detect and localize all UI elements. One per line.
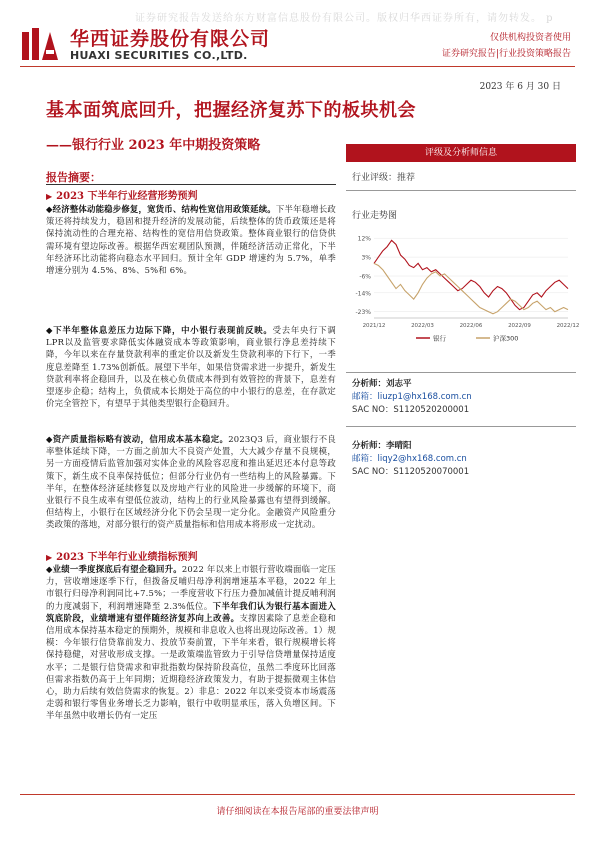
section-heading-1 [46,187,197,202]
report-title: 基本面筑底回升，把握经济复苏下的板块机会 [46,100,416,121]
report-type: 证券研究报告|行业投资策略报告 [441,49,571,59]
paragraph-margin [46,324,336,409]
analyst-sac: SAC NO：S1120520070001 [352,467,470,477]
audience-note: 仅供机构投资者使用 [489,33,571,43]
paragraph-lead: ◆经济整体动能稳步修复，宽货币、结构性宽信用政策延续。 [46,204,276,214]
industry-trend-chart [346,226,580,366]
summary-heading: 报告摘要： [46,171,101,184]
section-heading-text: 2023 下半年行业业绩指标预判 [56,552,198,563]
paragraph-body: 下半年稳增长政策还将持续发力，稳固和提升经济的发展动能，后续整体的货币政策还是将保持流动性的合理充裕、结构性的宽信用信贷政策。整体商业银行的信贷供需环境有望边际改善。根据华西宏观团队预测，伴随经济活动正常化，下半年经济环比动能将向稳态水平回归。预计全年 GDP 增速约为 5.7%，单季增速分别为 4.5%、8%、5%和 6%。 [46,204,336,276]
analyst-block-2 [352,440,469,479]
y-tick-label: 3% [361,254,371,262]
huaxi-logo-icon [20,26,62,62]
paragraph-body: 2022 年以来上市银行营收端面临一定压力，营收增速逐季下行，但拨备反哺归母净利润增速基本平稳，2022 年上市银行归母净利润同比+7.5%；一季度营收下行压力叠加减值计提反哺利润的力度减弱下，利润增速降至 2.3%低位。 [46,564,337,611]
chart-title: 行业走势图 [352,211,398,221]
x-tick-label: 2021/12 [362,323,386,329]
y-tick-label: -23% [355,309,371,317]
y-tick-label: -14% [355,290,371,298]
analyst-name: 分析师：刘志平 [352,379,412,389]
industry-rating: 行业评级：推荐 [352,173,416,183]
paragraph-lead: ◆资产质量指标略有波动，信用成本基本稳定。 [46,434,229,444]
report-subtitle: ——银行行业 2023 年中期投资策略 [46,138,261,153]
sidebar-divider-3 [346,426,576,427]
analyst-sac: SAC NO：S1120520200001 [352,405,470,415]
report-date: 2023 年 6 月 30 日 [479,82,561,92]
paragraph-lead: ◆业绩一季度探底后有望企稳回升。 [46,564,182,574]
triangle-bullet-icon: ▶ [46,191,53,201]
y-tick-label: 12% [357,235,371,243]
sidebar-divider-2 [346,372,576,373]
paragraph-emphasis: 下半年我们认为银行基本面进入筑底阶段，业绩增速有望伴随经济复苏向上改善。 [46,600,336,623]
legend-label: 银行 [433,334,446,343]
paragraph-economy [46,203,336,276]
analyst-email[interactable]: 邮箱：liqy2@hx168.com.cn [352,454,467,464]
section-heading-2 [46,548,197,563]
legend-label: 沪深300 [493,334,519,343]
paragraph-asset-quality [46,433,336,531]
rating-box-header: 评级及分析师信息 [346,144,576,162]
company-name-en: HUAXI SECURITIES CO.,LTD. [70,49,248,62]
legal-notice[interactable]: 请仔细阅读在本报告尾部的重要法律声明 [216,807,379,817]
header-divider [20,66,575,67]
analyst-block-1 [352,378,472,417]
section-heading-text: 2023 下半年行业经营形势预判 [56,191,198,202]
triangle-bullet-icon: ▶ [46,552,53,562]
x-tick-label: 2022/12 [556,323,580,329]
paragraph-body: 支撑因素除了息差企稳和信用成本保持基本稳定的预期外，规模和非息收入也将出现边际改善。1）规模：今年银行信贷靠前发力、投放节奏前置，下半年来看，银行规模增长将保持稳健，对营收形成支撑。一是政策端监管致力于引导信贷增量保持适度水平；二是银行信贷需求和审批指数均保持阶段高位，虽然二季度环比回落但需求指数仍高于上年同期；近期稳经济政策发力，有助于提振微观主体信心，助力后续有效信贷需求的恢复。2）非息：2022 年以来受资本市场震荡走弱和银行零售业务增长乏力影响，银行中收明显承压，落入负增区间。下半年虽然中收增长仍有一定压 [46,612,337,721]
summary-divider [46,184,336,185]
paragraph-lead: ◆下半年整体息差压力边际下降，中小银行表现前反映。 [46,325,273,335]
x-tick-label: 2022/06 [459,323,483,329]
watermark: 证券研究报告发送给东方财富信息股份有限公司。版权归华西证券所有，请勿转发。 p [135,13,554,24]
paragraph-earnings [46,563,336,722]
footer-divider [20,794,575,795]
paragraph-body: 2023Q3 后，商业银行不良率整体延续下降，一方面之前加大不良资产处置，大大减少存量不良规模，另一方面疫情后监管加强对实体企业的风险容忍度和推出延迟还本付息等政策下，新生成不良率保持低位；但部分行业仍有一些结构上的风险暴露。下半年，在整体经济延续修复以及房地产行业的风险进一步缓解的环境下，商业银行不良生成率有望低位波动，结构上的行业风险暴露也有望得到缓解。但结构上，小银行在区域经济分化下仍会呈现一定分化。金融资产风险重分类政策的落地，对部分银行的资产质量指标和信用成本将形成一定扰动。 [46,434,337,530]
analyst-name: 分析师：李晴阳 [352,441,412,451]
y-tick-label: -6% [359,273,371,281]
analyst-email[interactable]: 邮箱：liuzp1@hx168.com.cn [352,392,472,402]
x-tick-label: 2022/09 [508,323,531,329]
x-tick-label: 2022/03 [411,323,434,329]
sidebar-divider [346,190,576,191]
company-name-cn: 华西证券股份有限公司 [70,28,271,50]
series-line [374,263,568,313]
paragraph-body: 受去年央行下调LPR以及监管要求降低实体融资成本等政策影响，商业银行净息差持续下降，今年以来在存量贷款利率的重定价以及新发生贷款利率的下行下，一季度息差降至 1.73%创新低。展望下半年，如果信贷需求进一步提升，新发生贷款利率将企稳回升，以及在核心负债成本得到有效管控的背景下，息差有望逐步企稳；结构上，负债成本长期处于高位的中小银行的息差，在存款定价完全管控下，有望早于其他类型银行企稳回升。 [46,325,336,409]
